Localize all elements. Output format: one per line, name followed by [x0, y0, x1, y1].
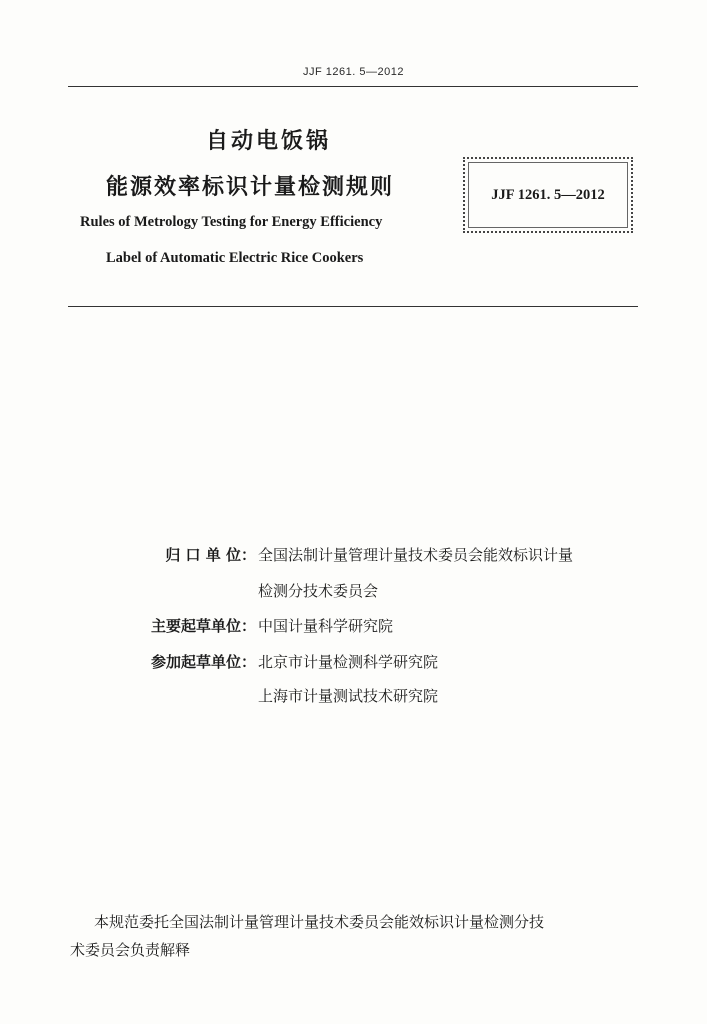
participants-label: 参加起草单位： [150, 653, 256, 671]
code-box [463, 157, 633, 233]
responsible-value-line2: 检测分技术委员会 [258, 582, 379, 600]
top-rule [68, 86, 638, 87]
footer-note-line1: 本规范委托全国法制计量管理计量技术委员会能效标识计量检测分技 [94, 913, 545, 931]
title-en-line2: Label of Automatic Electric Rice Cookers [106, 250, 364, 266]
main-drafter-value: 中国计量科学研究院 [258, 617, 394, 635]
title-cn-line1: 自动电饭锅 [206, 129, 332, 154]
footer-note [70, 908, 639, 964]
info-row-responsible [0, 544, 707, 566]
info-row-participants [0, 651, 707, 673]
footer-note-line2: 术委员会负责解释 [70, 941, 191, 959]
info-row-participants-cont [0, 685, 707, 707]
info-row-responsible-cont [0, 580, 707, 602]
bottom-rule [68, 306, 638, 307]
code-box-text: JJF 1261. 5—2012 [491, 186, 605, 203]
participants-value-2: 上海市计量测试技术研究院 [258, 687, 439, 705]
info-row-main-drafter [0, 615, 707, 637]
main-drafter-label: 主要起草单位： [150, 617, 256, 635]
title-en-line1: Rules of Metrology Testing for Energy Efficiency [80, 214, 383, 230]
participants-value-1: 北京市计量检测科学研究院 [258, 653, 439, 671]
title-cn-line2: 能源效率标识计量检测规则 [106, 175, 395, 200]
responsible-value-line1: 全国法制计量管理计量技术委员会能效标识计量 [258, 546, 574, 564]
header-code: JJF 1261. 5—2012 [303, 66, 404, 78]
responsible-label: 归 口 单 位： [165, 546, 256, 564]
